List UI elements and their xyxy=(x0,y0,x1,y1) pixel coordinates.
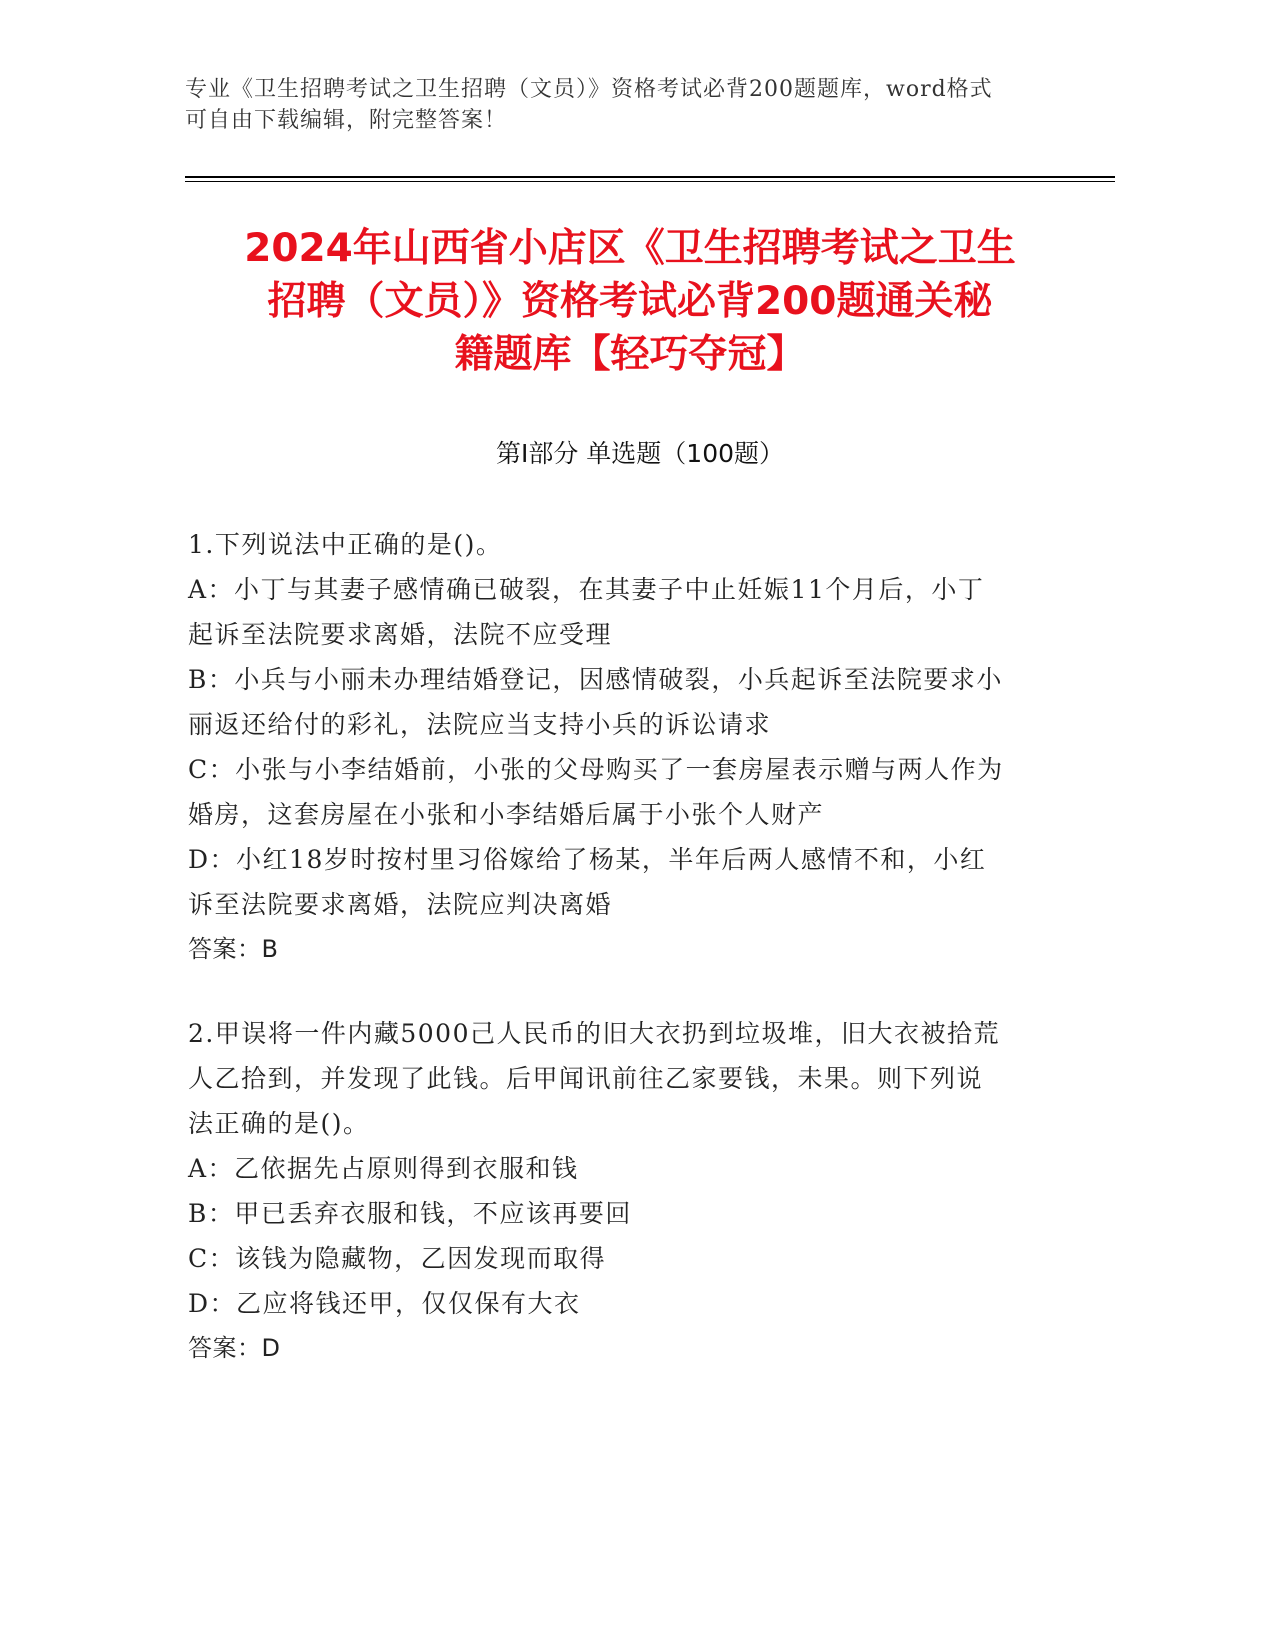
question-1-option-a-line-2: 起诉至法院要求离婚，法院不应受理 xyxy=(188,620,613,649)
section-title: 第I部分 单选题（100题） xyxy=(495,439,785,468)
question-2-option-c: C：该钱为隐藏物，乙因发现而取得 xyxy=(188,1244,607,1273)
question-1-option-b-line-1: B：小兵与小丽未办理结婚登记，因感情破裂，小兵起诉至法院要求小 xyxy=(188,665,1003,694)
question-1-option-d-line-1: D：小红18岁时按村里习俗嫁给了杨某，半年后两人感情不和，小红 xyxy=(188,845,987,874)
question-1-option-d-line-2: 诉至法院要求离婚，法院应判决离婚 xyxy=(188,890,613,919)
question-2 xyxy=(188,1011,1068,1371)
question-1-option-a-line-1: A：小丁与其妻子感情确已破裂，在其妻子中止妊娠11个月后，小丁 xyxy=(188,575,985,604)
question-1-option-c-line-1: C：小张与小李结婚前，小张的父母购买了一套房屋表示赠与两人作为 xyxy=(188,755,1004,784)
header-note-line-2: 可自由下载编辑，附完整答案！ xyxy=(185,108,508,133)
question-1 xyxy=(188,522,1068,972)
document-title xyxy=(160,222,1100,381)
header-divider-thin xyxy=(185,181,1115,182)
document-title-line-1: 2024年山西省小店区《卫生招聘考试之卫生 xyxy=(244,226,1016,271)
question-2-option-d: D：乙应将钱还甲，仅仅保有大衣 xyxy=(188,1289,581,1318)
question-2-answer: 答案：D xyxy=(188,1334,281,1362)
question-2-stem-line-1: 2.甲误将一件内藏5000己人民币的旧大衣扔到垃圾堆，旧大衣被拾荒 xyxy=(188,1019,1000,1048)
question-2-option-a: A：乙依据先占原则得到衣服和钱 xyxy=(188,1154,579,1183)
question-1-option-b-line-2: 丽返还给付的彩礼，法院应当支持小兵的诉讼请求 xyxy=(188,710,772,739)
question-1-answer: 答案：B xyxy=(188,935,279,963)
question-1-option-c-line-2: 婚房，这套房屋在小张和小李结婚后属于小张个人财产 xyxy=(188,800,825,829)
document-title-line-3: 籍题库【轻巧夺冠】 xyxy=(454,332,806,377)
header-divider-thick xyxy=(185,176,1115,178)
question-2-option-b: B：甲已丢弃衣服和钱，不应该再要回 xyxy=(188,1199,632,1228)
question-2-stem-line-3: 法正确的是()。 xyxy=(188,1109,370,1138)
document-title-line-2: 招聘（文员）》资格考试必背200题通关秘 xyxy=(267,279,993,324)
question-2-stem-line-2: 人乙拾到，并发现了此钱。后甲闻讯前往乙家要钱，未果。则下列说 xyxy=(188,1064,984,1093)
question-1-stem: 1.下列说法中正确的是()。 xyxy=(188,530,503,559)
header-note-line-1: 专业《卫生招聘考试之卫生招聘（文员）》资格考试必背200题题库，word格式 xyxy=(185,77,993,102)
header-note xyxy=(185,74,1065,136)
